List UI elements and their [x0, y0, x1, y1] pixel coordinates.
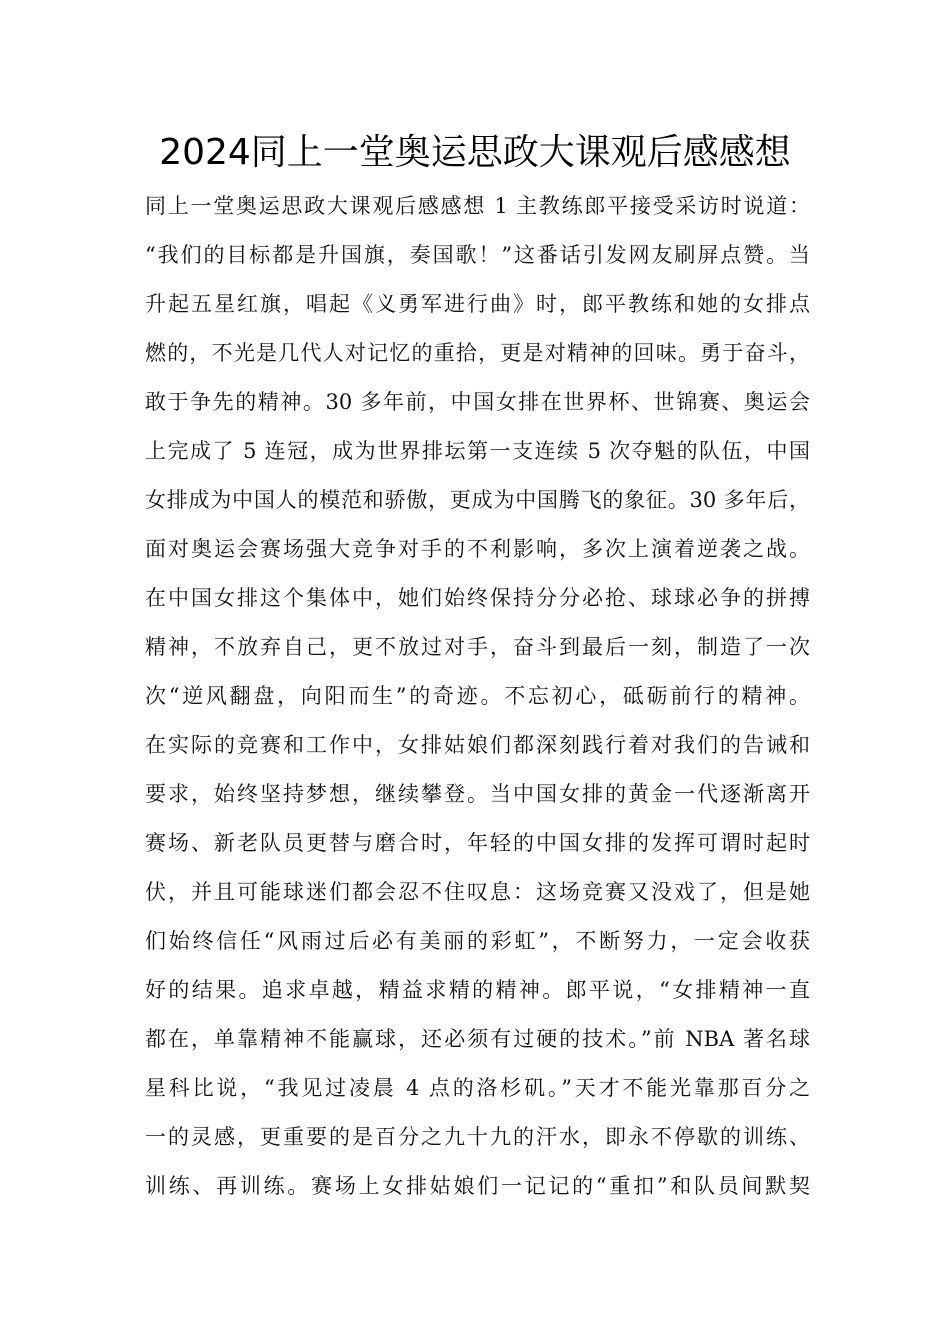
body-line: 都在，单靠精神不能赢球，还必须有过硬的技术。”前 NBA 著名球: [145, 1027, 810, 1051]
document-body: [145, 182, 810, 1211]
body-line: 精神，不放弃自己，更不放过对手，奋斗到最后一刻，制造了一次: [145, 635, 810, 659]
body-line: “我们的目标都是升国旗，奏国歌！”这番话引发网友刷屏点赞。当: [145, 243, 810, 267]
body-line: 要求，始终坚持梦想，继续攀登。当中国女排的黄金一代逐渐离开: [145, 782, 810, 806]
body-line: 敢于争先的精神。30 多年前，中国女排在世界杯、世锦赛、奥运会: [145, 390, 810, 414]
body-line: 同上一堂奥运思政大课观后感感想 1 主教练郎平接受采访时说道：: [145, 194, 810, 218]
body-line: 星科比说，“我见过凌晨 4 点的洛杉矶。”天才不能光靠那百分之: [145, 1076, 810, 1100]
body-line: 面对奥运会赛场强大竞争对手的不利影响，多次上演着逆袭之战。: [145, 537, 810, 561]
body-line: 一的灵感，更重要的是百分之九十九的汗水，即永不停歇的训练、: [145, 1125, 810, 1149]
body-line: 赛场、新老队员更替与磨合时，年轻的中国女排的发挥可谓时起时: [145, 831, 810, 855]
body-line: 升起五星红旗，唱起《义勇军进行曲》时，郎平教练和她的女排点: [145, 292, 810, 316]
body-line: 燃的，不光是几代人对记忆的重拾，更是对精神的回味。勇于奋斗，: [145, 341, 810, 365]
body-line: 上完成了 5 连冠，成为世界排坛第一支连续 5 次夺魁的队伍，中国: [145, 439, 810, 463]
body-line: 伏，并且可能球迷们都会忍不住叹息：这场竞赛又没戏了，但是她: [145, 880, 810, 904]
body-line: 好的结果。追求卓越，精益求精的精神。郎平说，“女排精神一直: [145, 978, 810, 1002]
body-line: 在实际的竞赛和工作中，女排姑娘们都深刻践行着对我们的告诫和: [145, 733, 810, 757]
document-title: 2024同上一堂奥运思政大课观后感感想: [159, 132, 791, 173]
body-line: 们始终信任“风雨过后必有美丽的彩虹”，不断努力，一定会收获: [145, 929, 810, 953]
body-line: 在中国女排这个集体中，她们始终保持分分必抢、球球必争的拼搏: [145, 586, 810, 610]
body-line: 次“逆风翻盘，向阳而生”的奇迹。不忘初心，砥砺前行的精神。: [145, 684, 810, 708]
body-line: 女排成为中国人的模范和骄傲，更成为中国腾飞的象征。30 多年后，: [145, 488, 810, 512]
body-line: 训练、再训练。赛场上女排姑娘们一记记的“重扣”和队员间默契: [145, 1174, 810, 1198]
